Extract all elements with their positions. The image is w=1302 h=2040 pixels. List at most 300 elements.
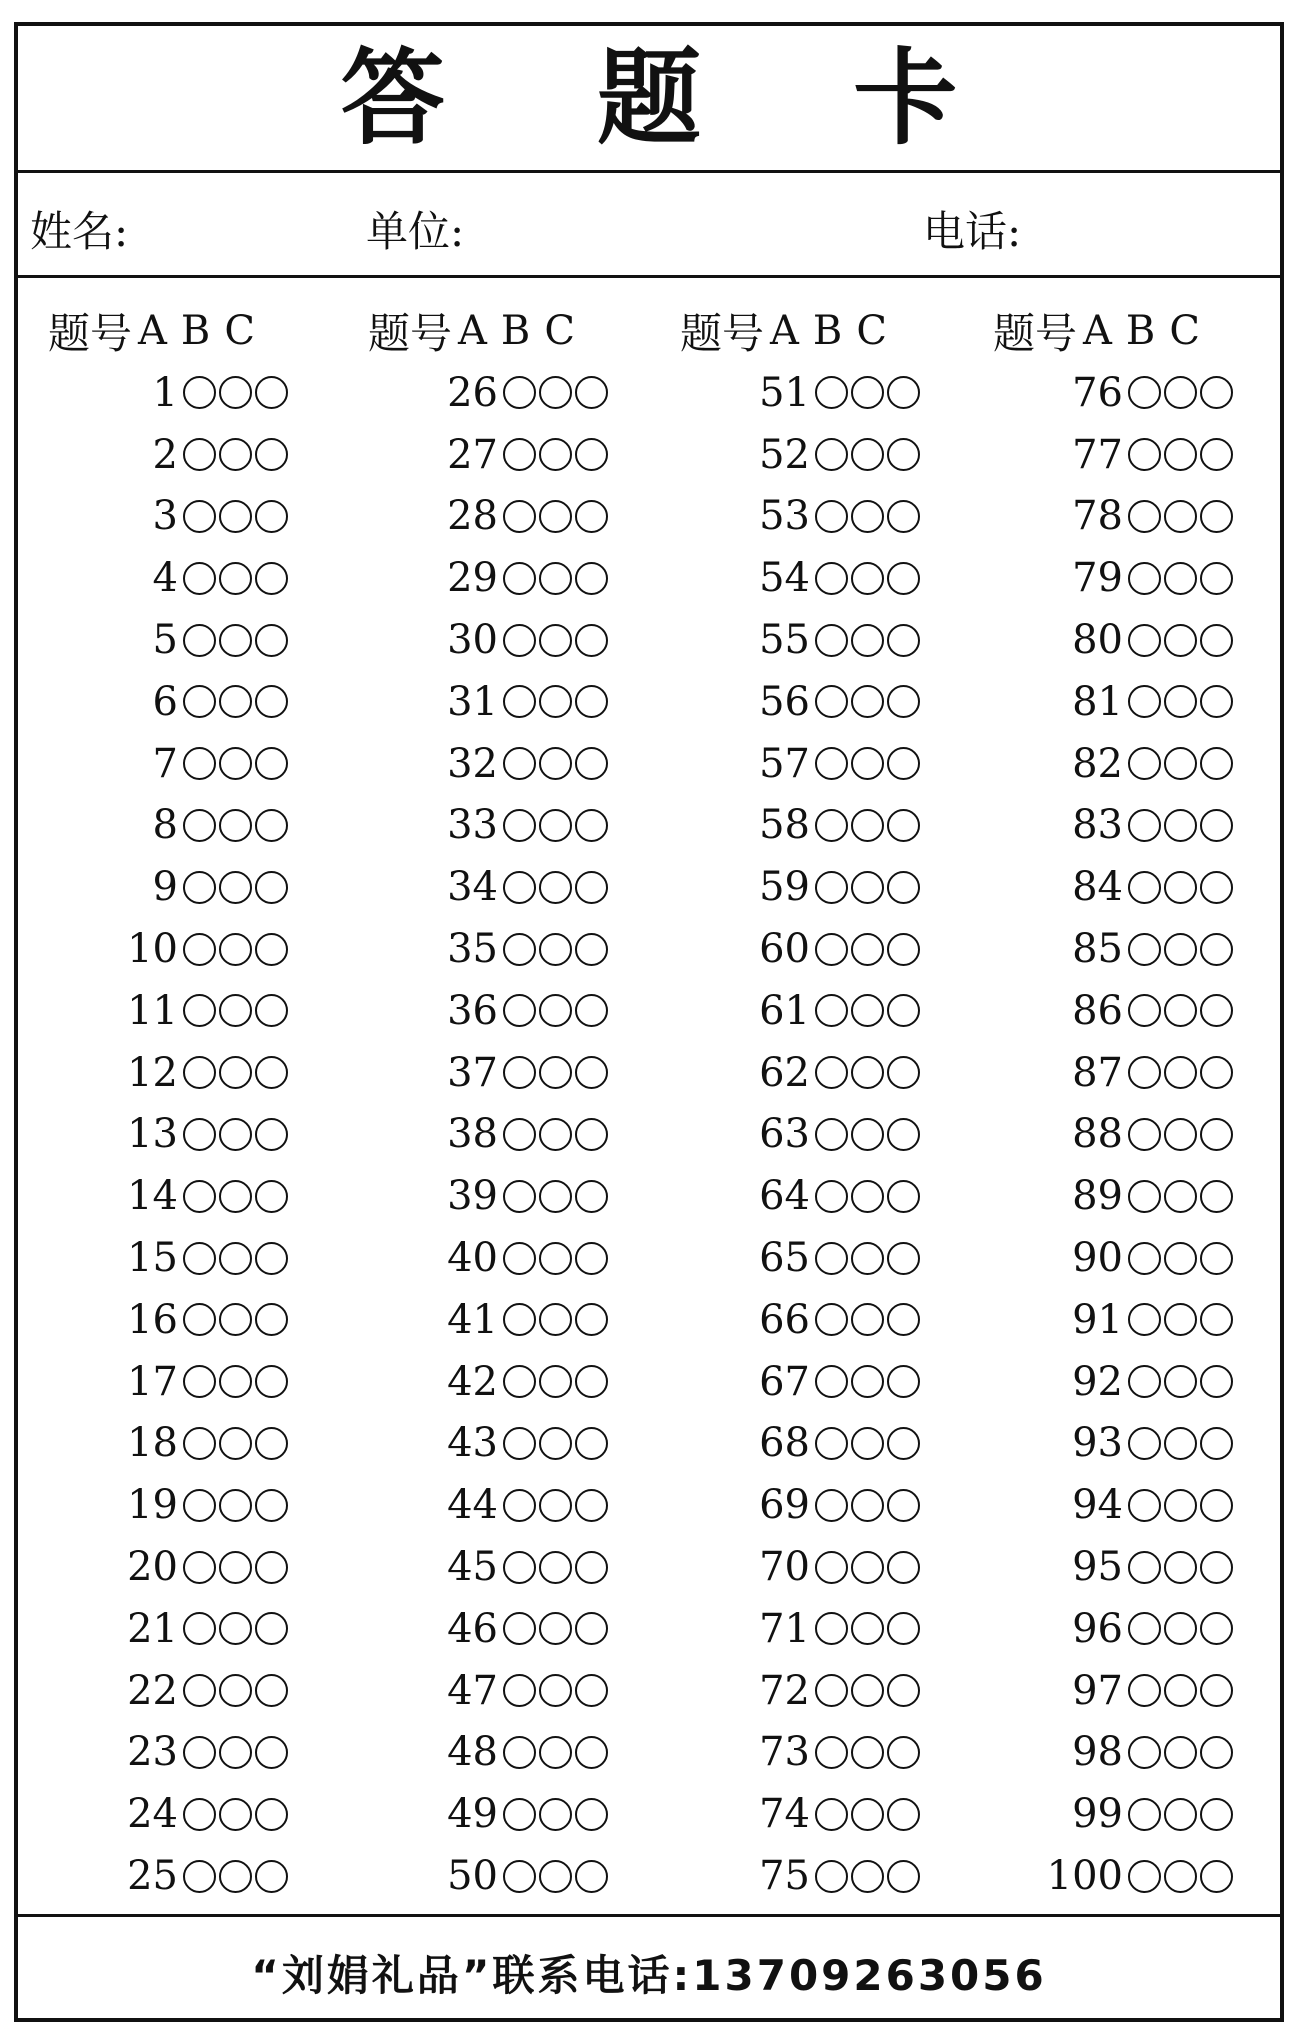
answer-bubble-a[interactable] xyxy=(183,994,216,1027)
answer-bubble-a[interactable] xyxy=(183,500,216,533)
answer-bubble-b[interactable] xyxy=(219,1427,252,1460)
answer-bubble-a[interactable] xyxy=(183,1612,216,1645)
answer-bubble-c[interactable] xyxy=(575,1303,608,1336)
answer-bubble-a[interactable] xyxy=(503,1242,536,1275)
answer-bubble-c[interactable] xyxy=(1200,1118,1233,1151)
answer-bubble-c[interactable] xyxy=(887,994,920,1027)
answer-bubble-a[interactable] xyxy=(183,1860,216,1893)
answer-bubble-b[interactable] xyxy=(1164,438,1197,471)
answer-bubble-c[interactable] xyxy=(887,1427,920,1460)
answer-bubble-b[interactable] xyxy=(539,1118,572,1151)
answer-bubble-a[interactable] xyxy=(815,933,848,966)
answer-bubble-a[interactable] xyxy=(183,1798,216,1831)
answer-bubble-b[interactable] xyxy=(539,1180,572,1213)
answer-bubble-c[interactable] xyxy=(887,933,920,966)
answer-bubble-a[interactable] xyxy=(815,747,848,780)
answer-bubble-a[interactable] xyxy=(1128,1736,1161,1769)
answer-bubble-b[interactable] xyxy=(219,562,252,595)
answer-bubble-c[interactable] xyxy=(575,624,608,657)
answer-bubble-b[interactable] xyxy=(219,871,252,904)
answer-bubble-c[interactable] xyxy=(1200,1303,1233,1336)
answer-bubble-b[interactable] xyxy=(539,500,572,533)
answer-bubble-a[interactable] xyxy=(503,376,536,409)
answer-bubble-b[interactable] xyxy=(1164,685,1197,718)
answer-bubble-c[interactable] xyxy=(1200,1056,1233,1089)
answer-bubble-a[interactable] xyxy=(1128,1674,1161,1707)
answer-bubble-c[interactable] xyxy=(887,1242,920,1275)
answer-bubble-b[interactable] xyxy=(851,1612,884,1645)
answer-bubble-c[interactable] xyxy=(1200,562,1233,595)
answer-bubble-a[interactable] xyxy=(1128,562,1161,595)
answer-bubble-b[interactable] xyxy=(219,1180,252,1213)
answer-bubble-a[interactable] xyxy=(503,1056,536,1089)
answer-bubble-c[interactable] xyxy=(255,562,288,595)
answer-bubble-a[interactable] xyxy=(1128,1427,1161,1460)
answer-bubble-b[interactable] xyxy=(851,624,884,657)
answer-bubble-b[interactable] xyxy=(851,1798,884,1831)
answer-bubble-c[interactable] xyxy=(575,994,608,1027)
answer-bubble-a[interactable] xyxy=(183,809,216,842)
answer-bubble-c[interactable] xyxy=(255,1303,288,1336)
answer-bubble-c[interactable] xyxy=(255,1118,288,1151)
answer-bubble-a[interactable] xyxy=(815,1551,848,1584)
answer-bubble-a[interactable] xyxy=(1128,933,1161,966)
answer-bubble-a[interactable] xyxy=(183,562,216,595)
answer-bubble-c[interactable] xyxy=(1200,809,1233,842)
answer-bubble-b[interactable] xyxy=(539,1612,572,1645)
answer-bubble-b[interactable] xyxy=(1164,871,1197,904)
answer-bubble-a[interactable] xyxy=(815,871,848,904)
answer-bubble-c[interactable] xyxy=(575,1427,608,1460)
answer-bubble-c[interactable] xyxy=(1200,933,1233,966)
answer-bubble-b[interactable] xyxy=(1164,562,1197,595)
answer-bubble-c[interactable] xyxy=(575,1056,608,1089)
answer-bubble-c[interactable] xyxy=(1200,871,1233,904)
answer-bubble-a[interactable] xyxy=(1128,747,1161,780)
answer-bubble-c[interactable] xyxy=(255,500,288,533)
answer-bubble-c[interactable] xyxy=(887,1303,920,1336)
answer-bubble-c[interactable] xyxy=(255,624,288,657)
answer-bubble-b[interactable] xyxy=(219,933,252,966)
answer-bubble-b[interactable] xyxy=(1164,933,1197,966)
answer-bubble-b[interactable] xyxy=(851,1674,884,1707)
answer-bubble-c[interactable] xyxy=(1200,1551,1233,1584)
answer-bubble-b[interactable] xyxy=(539,809,572,842)
answer-bubble-b[interactable] xyxy=(851,438,884,471)
answer-bubble-c[interactable] xyxy=(1200,1860,1233,1893)
answer-bubble-b[interactable] xyxy=(219,500,252,533)
answer-bubble-c[interactable] xyxy=(887,438,920,471)
answer-bubble-b[interactable] xyxy=(1164,1798,1197,1831)
answer-bubble-a[interactable] xyxy=(1128,438,1161,471)
answer-bubble-a[interactable] xyxy=(815,1612,848,1645)
answer-bubble-a[interactable] xyxy=(815,1674,848,1707)
answer-bubble-c[interactable] xyxy=(887,871,920,904)
answer-bubble-b[interactable] xyxy=(1164,994,1197,1027)
answer-bubble-b[interactable] xyxy=(1164,1180,1197,1213)
answer-bubble-c[interactable] xyxy=(575,376,608,409)
answer-bubble-b[interactable] xyxy=(1164,376,1197,409)
answer-bubble-b[interactable] xyxy=(1164,809,1197,842)
answer-bubble-a[interactable] xyxy=(503,1303,536,1336)
answer-bubble-a[interactable] xyxy=(1128,1242,1161,1275)
answer-bubble-c[interactable] xyxy=(887,1736,920,1769)
answer-bubble-c[interactable] xyxy=(887,747,920,780)
answer-bubble-b[interactable] xyxy=(219,624,252,657)
answer-bubble-b[interactable] xyxy=(539,438,572,471)
answer-bubble-a[interactable] xyxy=(503,871,536,904)
answer-bubble-c[interactable] xyxy=(575,1860,608,1893)
answer-bubble-c[interactable] xyxy=(575,1736,608,1769)
answer-bubble-c[interactable] xyxy=(1200,1242,1233,1275)
answer-bubble-c[interactable] xyxy=(255,1427,288,1460)
answer-bubble-c[interactable] xyxy=(255,1860,288,1893)
answer-bubble-a[interactable] xyxy=(815,1798,848,1831)
answer-bubble-a[interactable] xyxy=(815,1736,848,1769)
answer-bubble-a[interactable] xyxy=(1128,1303,1161,1336)
answer-bubble-c[interactable] xyxy=(887,500,920,533)
answer-bubble-a[interactable] xyxy=(815,1427,848,1460)
answer-bubble-b[interactable] xyxy=(1164,747,1197,780)
answer-bubble-c[interactable] xyxy=(575,685,608,718)
answer-bubble-b[interactable] xyxy=(851,1303,884,1336)
answer-bubble-c[interactable] xyxy=(575,1551,608,1584)
answer-bubble-a[interactable] xyxy=(503,747,536,780)
answer-bubble-b[interactable] xyxy=(851,933,884,966)
answer-bubble-a[interactable] xyxy=(1128,1118,1161,1151)
answer-bubble-a[interactable] xyxy=(1128,809,1161,842)
answer-bubble-c[interactable] xyxy=(887,1551,920,1584)
answer-bubble-b[interactable] xyxy=(1164,1674,1197,1707)
answer-bubble-b[interactable] xyxy=(1164,1365,1197,1398)
answer-bubble-c[interactable] xyxy=(575,809,608,842)
answer-bubble-c[interactable] xyxy=(575,1365,608,1398)
answer-bubble-c[interactable] xyxy=(255,933,288,966)
answer-bubble-a[interactable] xyxy=(183,438,216,471)
answer-bubble-c[interactable] xyxy=(575,1180,608,1213)
answer-bubble-b[interactable] xyxy=(1164,1303,1197,1336)
answer-bubble-b[interactable] xyxy=(539,1303,572,1336)
answer-bubble-a[interactable] xyxy=(815,994,848,1027)
answer-bubble-c[interactable] xyxy=(887,809,920,842)
answer-bubble-b[interactable] xyxy=(219,1056,252,1089)
answer-bubble-c[interactable] xyxy=(255,747,288,780)
answer-bubble-a[interactable] xyxy=(503,562,536,595)
answer-bubble-a[interactable] xyxy=(183,1736,216,1769)
answer-bubble-c[interactable] xyxy=(575,1612,608,1645)
answer-bubble-c[interactable] xyxy=(575,1674,608,1707)
answer-bubble-a[interactable] xyxy=(503,1612,536,1645)
answer-bubble-a[interactable] xyxy=(183,1303,216,1336)
answer-bubble-a[interactable] xyxy=(183,624,216,657)
answer-bubble-c[interactable] xyxy=(887,1180,920,1213)
answer-bubble-b[interactable] xyxy=(539,1427,572,1460)
answer-bubble-b[interactable] xyxy=(851,809,884,842)
answer-bubble-c[interactable] xyxy=(575,933,608,966)
answer-bubble-c[interactable] xyxy=(255,1551,288,1584)
answer-bubble-a[interactable] xyxy=(815,809,848,842)
answer-bubble-b[interactable] xyxy=(851,376,884,409)
answer-bubble-b[interactable] xyxy=(539,1736,572,1769)
answer-bubble-c[interactable] xyxy=(575,871,608,904)
answer-bubble-a[interactable] xyxy=(183,1180,216,1213)
answer-bubble-a[interactable] xyxy=(1128,1860,1161,1893)
answer-bubble-a[interactable] xyxy=(183,1551,216,1584)
answer-bubble-b[interactable] xyxy=(539,1674,572,1707)
answer-bubble-b[interactable] xyxy=(851,1489,884,1522)
answer-bubble-b[interactable] xyxy=(1164,1489,1197,1522)
answer-bubble-c[interactable] xyxy=(887,624,920,657)
answer-bubble-b[interactable] xyxy=(539,1860,572,1893)
answer-bubble-c[interactable] xyxy=(887,1798,920,1831)
answer-bubble-c[interactable] xyxy=(1200,1180,1233,1213)
answer-bubble-b[interactable] xyxy=(539,747,572,780)
answer-bubble-b[interactable] xyxy=(539,1242,572,1275)
answer-bubble-a[interactable] xyxy=(503,1860,536,1893)
answer-bubble-a[interactable] xyxy=(815,1860,848,1893)
answer-bubble-a[interactable] xyxy=(815,562,848,595)
answer-bubble-b[interactable] xyxy=(219,809,252,842)
answer-bubble-c[interactable] xyxy=(255,1180,288,1213)
answer-bubble-a[interactable] xyxy=(503,1427,536,1460)
answer-bubble-c[interactable] xyxy=(887,1674,920,1707)
answer-bubble-b[interactable] xyxy=(219,747,252,780)
answer-bubble-c[interactable] xyxy=(1200,1736,1233,1769)
answer-bubble-a[interactable] xyxy=(183,1489,216,1522)
answer-bubble-a[interactable] xyxy=(1128,1180,1161,1213)
answer-bubble-a[interactable] xyxy=(1128,500,1161,533)
answer-bubble-c[interactable] xyxy=(255,1798,288,1831)
answer-bubble-b[interactable] xyxy=(1164,624,1197,657)
answer-bubble-a[interactable] xyxy=(815,1118,848,1151)
answer-bubble-b[interactable] xyxy=(219,1365,252,1398)
answer-bubble-a[interactable] xyxy=(183,685,216,718)
answer-bubble-b[interactable] xyxy=(851,1118,884,1151)
answer-bubble-a[interactable] xyxy=(1128,685,1161,718)
answer-bubble-b[interactable] xyxy=(539,1551,572,1584)
answer-bubble-c[interactable] xyxy=(575,1242,608,1275)
answer-bubble-c[interactable] xyxy=(255,1674,288,1707)
answer-bubble-c[interactable] xyxy=(1200,624,1233,657)
answer-bubble-a[interactable] xyxy=(503,809,536,842)
answer-bubble-a[interactable] xyxy=(815,1303,848,1336)
answer-bubble-b[interactable] xyxy=(219,1489,252,1522)
answer-bubble-c[interactable] xyxy=(575,1118,608,1151)
answer-bubble-a[interactable] xyxy=(503,1798,536,1831)
answer-bubble-c[interactable] xyxy=(1200,685,1233,718)
answer-bubble-a[interactable] xyxy=(815,376,848,409)
answer-bubble-a[interactable] xyxy=(183,1674,216,1707)
answer-bubble-b[interactable] xyxy=(219,1674,252,1707)
answer-bubble-a[interactable] xyxy=(815,685,848,718)
answer-bubble-c[interactable] xyxy=(887,1860,920,1893)
answer-bubble-c[interactable] xyxy=(887,1365,920,1398)
answer-bubble-a[interactable] xyxy=(183,1365,216,1398)
answer-bubble-b[interactable] xyxy=(539,562,572,595)
answer-bubble-c[interactable] xyxy=(1200,376,1233,409)
answer-bubble-b[interactable] xyxy=(1164,1612,1197,1645)
answer-bubble-a[interactable] xyxy=(1128,994,1161,1027)
answer-bubble-a[interactable] xyxy=(503,500,536,533)
answer-bubble-c[interactable] xyxy=(255,685,288,718)
answer-bubble-c[interactable] xyxy=(1200,1365,1233,1398)
answer-bubble-b[interactable] xyxy=(219,438,252,471)
answer-bubble-b[interactable] xyxy=(1164,1427,1197,1460)
answer-bubble-a[interactable] xyxy=(815,1180,848,1213)
answer-bubble-b[interactable] xyxy=(851,994,884,1027)
answer-bubble-c[interactable] xyxy=(255,1242,288,1275)
answer-bubble-b[interactable] xyxy=(219,1551,252,1584)
answer-bubble-b[interactable] xyxy=(851,1736,884,1769)
answer-bubble-a[interactable] xyxy=(1128,1551,1161,1584)
answer-bubble-a[interactable] xyxy=(1128,1056,1161,1089)
answer-bubble-a[interactable] xyxy=(1128,624,1161,657)
answer-bubble-a[interactable] xyxy=(815,500,848,533)
answer-bubble-b[interactable] xyxy=(219,1242,252,1275)
answer-bubble-a[interactable] xyxy=(503,1365,536,1398)
answer-bubble-b[interactable] xyxy=(851,1860,884,1893)
answer-bubble-b[interactable] xyxy=(851,1365,884,1398)
answer-bubble-a[interactable] xyxy=(503,1736,536,1769)
answer-bubble-a[interactable] xyxy=(503,933,536,966)
answer-bubble-a[interactable] xyxy=(503,685,536,718)
answer-bubble-b[interactable] xyxy=(219,994,252,1027)
answer-bubble-c[interactable] xyxy=(255,1612,288,1645)
answer-bubble-c[interactable] xyxy=(575,500,608,533)
answer-bubble-b[interactable] xyxy=(219,1612,252,1645)
answer-bubble-b[interactable] xyxy=(851,1056,884,1089)
answer-bubble-c[interactable] xyxy=(255,1365,288,1398)
answer-bubble-b[interactable] xyxy=(539,1365,572,1398)
answer-bubble-a[interactable] xyxy=(815,1365,848,1398)
answer-bubble-c[interactable] xyxy=(1200,438,1233,471)
answer-bubble-a[interactable] xyxy=(1128,376,1161,409)
answer-bubble-b[interactable] xyxy=(219,1860,252,1893)
answer-bubble-a[interactable] xyxy=(183,1242,216,1275)
answer-bubble-b[interactable] xyxy=(219,1118,252,1151)
answer-bubble-c[interactable] xyxy=(575,1798,608,1831)
answer-bubble-c[interactable] xyxy=(1200,1674,1233,1707)
answer-bubble-b[interactable] xyxy=(851,685,884,718)
answer-bubble-a[interactable] xyxy=(183,376,216,409)
answer-bubble-b[interactable] xyxy=(1164,1551,1197,1584)
answer-bubble-c[interactable] xyxy=(255,1736,288,1769)
answer-bubble-a[interactable] xyxy=(503,624,536,657)
answer-bubble-c[interactable] xyxy=(1200,1798,1233,1831)
answer-bubble-a[interactable] xyxy=(1128,871,1161,904)
answer-bubble-c[interactable] xyxy=(1200,747,1233,780)
answer-bubble-a[interactable] xyxy=(183,747,216,780)
answer-bubble-c[interactable] xyxy=(887,562,920,595)
answer-bubble-c[interactable] xyxy=(255,438,288,471)
answer-bubble-b[interactable] xyxy=(1164,500,1197,533)
answer-bubble-c[interactable] xyxy=(887,376,920,409)
answer-bubble-c[interactable] xyxy=(255,871,288,904)
answer-bubble-c[interactable] xyxy=(1200,1427,1233,1460)
answer-bubble-c[interactable] xyxy=(1200,994,1233,1027)
answer-bubble-c[interactable] xyxy=(887,685,920,718)
answer-bubble-c[interactable] xyxy=(575,438,608,471)
answer-bubble-a[interactable] xyxy=(1128,1489,1161,1522)
answer-bubble-b[interactable] xyxy=(851,500,884,533)
answer-bubble-b[interactable] xyxy=(219,1303,252,1336)
answer-bubble-b[interactable] xyxy=(539,1798,572,1831)
answer-bubble-c[interactable] xyxy=(887,1118,920,1151)
answer-bubble-a[interactable] xyxy=(1128,1612,1161,1645)
answer-bubble-a[interactable] xyxy=(183,1056,216,1089)
answer-bubble-b[interactable] xyxy=(539,1056,572,1089)
answer-bubble-b[interactable] xyxy=(1164,1056,1197,1089)
answer-bubble-b[interactable] xyxy=(851,1427,884,1460)
answer-bubble-b[interactable] xyxy=(851,562,884,595)
answer-bubble-c[interactable] xyxy=(255,376,288,409)
answer-bubble-b[interactable] xyxy=(1164,1860,1197,1893)
answer-bubble-b[interactable] xyxy=(539,933,572,966)
answer-bubble-c[interactable] xyxy=(887,1056,920,1089)
answer-bubble-b[interactable] xyxy=(539,994,572,1027)
answer-bubble-b[interactable] xyxy=(219,1736,252,1769)
answer-bubble-b[interactable] xyxy=(851,747,884,780)
answer-bubble-a[interactable] xyxy=(183,1427,216,1460)
answer-bubble-c[interactable] xyxy=(255,1056,288,1089)
answer-bubble-a[interactable] xyxy=(815,1489,848,1522)
answer-bubble-a[interactable] xyxy=(815,1242,848,1275)
answer-bubble-c[interactable] xyxy=(1200,500,1233,533)
answer-bubble-c[interactable] xyxy=(575,562,608,595)
answer-bubble-b[interactable] xyxy=(851,1180,884,1213)
answer-bubble-b[interactable] xyxy=(539,685,572,718)
answer-bubble-a[interactable] xyxy=(503,1551,536,1584)
answer-bubble-a[interactable] xyxy=(183,871,216,904)
answer-bubble-b[interactable] xyxy=(851,871,884,904)
answer-bubble-c[interactable] xyxy=(1200,1489,1233,1522)
answer-bubble-a[interactable] xyxy=(503,1674,536,1707)
answer-bubble-a[interactable] xyxy=(815,438,848,471)
answer-bubble-b[interactable] xyxy=(1164,1118,1197,1151)
answer-bubble-b[interactable] xyxy=(851,1551,884,1584)
answer-bubble-a[interactable] xyxy=(503,1118,536,1151)
answer-bubble-b[interactable] xyxy=(539,376,572,409)
answer-bubble-a[interactable] xyxy=(1128,1365,1161,1398)
answer-bubble-c[interactable] xyxy=(575,747,608,780)
answer-bubble-b[interactable] xyxy=(1164,1736,1197,1769)
answer-bubble-a[interactable] xyxy=(815,624,848,657)
answer-bubble-a[interactable] xyxy=(503,994,536,1027)
answer-bubble-c[interactable] xyxy=(255,809,288,842)
answer-bubble-c[interactable] xyxy=(887,1612,920,1645)
answer-bubble-a[interactable] xyxy=(183,1118,216,1151)
answer-bubble-b[interactable] xyxy=(851,1242,884,1275)
answer-bubble-a[interactable] xyxy=(1128,1798,1161,1831)
answer-bubble-b[interactable] xyxy=(1164,1242,1197,1275)
answer-bubble-a[interactable] xyxy=(503,438,536,471)
answer-bubble-a[interactable] xyxy=(503,1489,536,1522)
answer-bubble-c[interactable] xyxy=(255,1489,288,1522)
answer-bubble-c[interactable] xyxy=(575,1489,608,1522)
answer-bubble-b[interactable] xyxy=(219,685,252,718)
answer-bubble-b[interactable] xyxy=(539,871,572,904)
answer-bubble-b[interactable] xyxy=(539,1489,572,1522)
answer-bubble-b[interactable] xyxy=(539,624,572,657)
answer-bubble-b[interactable] xyxy=(219,1798,252,1831)
answer-bubble-a[interactable] xyxy=(815,1056,848,1089)
answer-bubble-b[interactable] xyxy=(219,376,252,409)
answer-bubble-c[interactable] xyxy=(255,994,288,1027)
answer-bubble-c[interactable] xyxy=(887,1489,920,1522)
answer-bubble-a[interactable] xyxy=(183,933,216,966)
answer-bubble-a[interactable] xyxy=(503,1180,536,1213)
answer-bubble-c[interactable] xyxy=(1200,1612,1233,1645)
